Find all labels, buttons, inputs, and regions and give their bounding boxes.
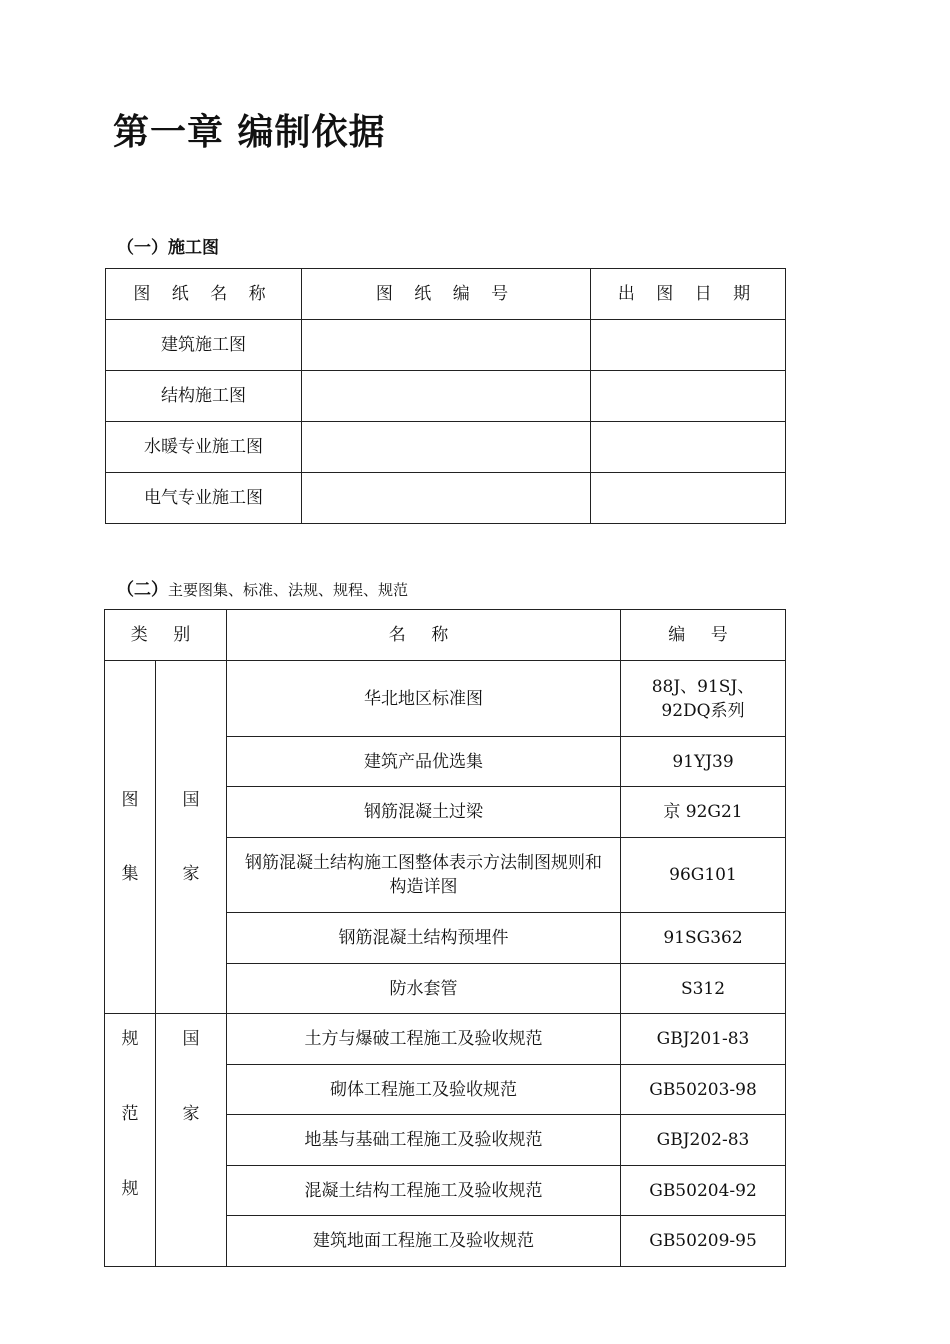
drawing-name: 结构施工图 — [106, 371, 302, 422]
drawing-date — [591, 422, 786, 473]
standard-code: 96G101 — [621, 838, 786, 913]
section-heading-text: 主要图集、标准、法规、规程、规范 — [168, 581, 409, 599]
header-drawing-name: 图 纸 名 称 — [106, 269, 302, 320]
drawings-table — [105, 268, 786, 524]
standard-name: 钢筋混凝土过梁 — [227, 787, 621, 838]
drawing-date — [591, 473, 786, 524]
drawing-number — [302, 371, 591, 422]
standards-table — [104, 609, 786, 1267]
table-row — [106, 473, 786, 524]
category-cell-atlas — [105, 661, 156, 1014]
table-header-row — [106, 269, 786, 320]
standard-code: GB50203-98 — [621, 1065, 786, 1115]
level-cell-national — [156, 1014, 227, 1267]
section-heading-prefix: （二） — [117, 580, 168, 600]
header-code: 编 号 — [621, 610, 786, 661]
level-char: 国 — [182, 1029, 200, 1049]
standard-code: GB50209-95 — [621, 1216, 786, 1267]
drawing-number — [302, 320, 591, 371]
level-char: 国 — [182, 790, 200, 810]
header-drawing-date: 出 图 日 期 — [591, 269, 786, 320]
category-cell-code — [105, 1014, 156, 1267]
level-cell-national — [156, 661, 227, 1014]
header-name: 名 称 — [227, 610, 621, 661]
standard-name: 地基与基础工程施工及验收规范 — [227, 1115, 621, 1166]
standard-code: 88J、91SJ、92DQ系列 — [621, 661, 786, 737]
section-heading-drawings: （一）施工图 — [117, 238, 219, 258]
standard-code: GBJ201-83 — [621, 1014, 786, 1065]
standard-name: 建筑产品优选集 — [227, 737, 621, 787]
standard-name: 华北地区标准图 — [227, 661, 621, 737]
drawing-name: 建筑施工图 — [106, 320, 302, 371]
standard-name: 砌体工程施工及验收规范 — [227, 1065, 621, 1115]
table-row — [106, 320, 786, 371]
drawing-number — [302, 422, 591, 473]
table-row — [106, 422, 786, 473]
chapter-title: 第一章 编制依据 — [113, 112, 386, 153]
category-char: 规 — [121, 1029, 139, 1049]
standard-name: 钢筋混凝土结构施工图整体表示方法制图规则和构造详图 — [227, 838, 621, 913]
level-char: 家 — [182, 1104, 200, 1124]
table-header-row — [105, 610, 786, 661]
standard-name: 建筑地面工程施工及验收规范 — [227, 1216, 621, 1267]
header-drawing-number: 图 纸 编 号 — [302, 269, 591, 320]
drawing-name: 电气专业施工图 — [106, 473, 302, 524]
standard-code: GB50204-92 — [621, 1166, 786, 1216]
standard-code: 京 92G21 — [621, 787, 786, 838]
standard-code: 91SG362 — [621, 913, 786, 964]
drawing-date — [591, 371, 786, 422]
table-row — [105, 1014, 786, 1065]
table-row — [106, 371, 786, 422]
standard-name: 防水套管 — [227, 964, 621, 1014]
standard-code: GBJ202-83 — [621, 1115, 786, 1166]
category-char: 规 — [121, 1179, 139, 1199]
table-row — [105, 661, 786, 737]
section-heading-standards — [117, 575, 408, 600]
header-category: 类 别 — [105, 610, 227, 661]
category-char: 图 — [121, 790, 139, 810]
standard-name: 钢筋混凝土结构预埋件 — [227, 913, 621, 964]
standard-name: 土方与爆破工程施工及验收规范 — [227, 1014, 621, 1065]
standard-code: 91YJ39 — [621, 737, 786, 787]
drawing-date — [591, 320, 786, 371]
category-char: 范 — [121, 1104, 139, 1124]
standard-code: S312 — [621, 964, 786, 1014]
level-char: 家 — [182, 864, 200, 884]
category-char: 集 — [121, 864, 139, 884]
standard-name: 混凝土结构工程施工及验收规范 — [227, 1166, 621, 1216]
drawing-name: 水暖专业施工图 — [106, 422, 302, 473]
drawing-number — [302, 473, 591, 524]
